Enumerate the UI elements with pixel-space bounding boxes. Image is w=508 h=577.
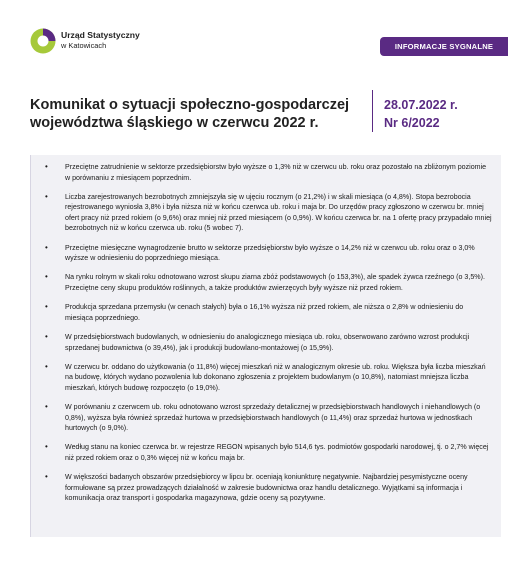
list-item: [31, 272, 493, 293]
list-item-text: W większości badanych obszarów przedsiębiorcy w lipcu br. oceniają koniunkturę negatywnie. Najbardziej pesymistyczne oceny formułowane są przez prowadzących działalność w zakresie budownictwa oraz handlu detalicznego. Wyjątkami są informacja i komunikacja oraz transport i gospodarka magazynowa, gdzie oceny są pozytywne.: [65, 473, 468, 503]
list-item-text: Na rynku rolnym w skali roku odnotowano wzrost skupu ziarna zbóż podstawowych (o 153,3%), ale spadek żywca rzeźnego (o 3,5%). Przeciętne ceny skupu produktów roślinnych, a także produktów zwierzęcych były wyższe niż przed rokiem.: [65, 273, 485, 292]
release-number: Nr 6/2022: [384, 116, 440, 130]
summary-list: [31, 155, 501, 504]
bullet-icon: •: [45, 442, 48, 452]
logo: [30, 28, 160, 62]
org-name-line2: w Katowicach: [61, 40, 107, 50]
list-item: [31, 332, 493, 353]
list-item: [31, 243, 493, 264]
bullet-icon: •: [45, 162, 48, 171]
bullet-icon: •: [45, 302, 48, 312]
list-item: [31, 302, 493, 323]
list-item-text: W czerwcu br. oddano do użytkowania (o 11,8%) więcej mieszkań niż w analogicznym okresie ub. roku. Większa była liczba mieszkań na budowę, których wydano pozwolenia lub dokonano zgłoszenia z projektem budowlanym (o 10,8%), natomiast mniejsza liczba mieszkań, których budowę rozpoczęto (o 19,0%).: [65, 362, 486, 392]
bullet-icon: •: [45, 472, 48, 482]
bullet-icon: •: [45, 272, 48, 282]
list-item-text: Według stanu na koniec czerwca br. w rejestrze REGON wpisanych było 514,6 tys. podmiotów gospodarki narodowej, tj. o 2,7% więcej niż przed rokiem oraz o 0,3% więcej niż w końcu maja br.: [65, 443, 489, 462]
bullet-icon: •: [45, 332, 48, 341]
list-item-text: Produkcja sprzedana przemysłu (w cenach stałych) była o 16,1% wyższa niż przed rokiem, ale niższa o 2,8% w odniesieniu do miesiąca poprzedniego.: [65, 303, 464, 322]
list-item: [31, 402, 493, 434]
list-item-text: W przedsiębiorstwach budowlanych, w odniesieniu do analogicznego miesiąca ub. roku, obserwowano zarówno wzrost produkcji sprzedanej budownictwa (o 39,4%), jak i produkcji budowlano-montażowej (o 15,9%).: [65, 333, 470, 352]
bullet-icon: •: [45, 242, 48, 252]
summary-box: [30, 155, 501, 537]
publication-type-badge: INFORMACJE SYGNALNE: [380, 37, 508, 56]
title-line1: Komunikat o sytuacji społeczno-gospodarczej: [30, 97, 350, 113]
divider: [372, 90, 373, 132]
title-line2: województwa śląskiego w czerwcu 2022 r.: [30, 115, 319, 131]
list-item: [31, 192, 493, 234]
org-name-line1: Urząd Statystyczny: [61, 30, 140, 40]
list-item-text: W porównaniu z czerwcem ub. roku odnotowano wzrost sprzedaży detalicznej w przedsiębiorstwach handlowych i niehandlowych (o 0,8%), wyższa była również sprzedaż hurtowa w przedsiębiorstwach handlowych (o 11,4%) oraz sprzedaż hurtowa w jednostkach hurtowych (o 9,0%).: [65, 403, 481, 433]
bullet-icon: •: [45, 191, 48, 201]
list-item-text: Przeciętne zatrudnienie w sektorze przedsiębiorstw było wyższe o 1,3% niż w czerwcu ub. roku oraz pozostało na zbliżonym poziomie w porównaniu z miesiącem poprzednim.: [65, 163, 487, 182]
bullet-icon: •: [45, 361, 48, 371]
bullet-icon: •: [45, 402, 48, 412]
release-date: 28.07.2022 r.: [384, 98, 458, 112]
list-item: [31, 162, 493, 183]
list-item: [31, 472, 493, 504]
logo-icon: [30, 28, 56, 54]
list-item: [31, 442, 493, 463]
list-item-text: Liczba zarejestrowanych bezrobotnych zmniejszyła się w ujęciu rocznym (o 21,2%) i w skali miesiąca (o 4,8%). Stopa bezrobocia rejestrowanego wyniosła 3,8% i była niższa niż w końcu czerwca ub. roku i maja br. Do urzędów pracy zgłoszono w czerwcu br. mniej ofert pracy niż przed rokiem (o 9,6%) oraz mniej niż przed miesiącem (o 0,9%). W końcu czerwca br. na 1 ofertę pracy przypadało mniej bezrobotnych niż w końcu czerwca ub. roku (5 wobec 7).: [65, 192, 492, 233]
page-title: [30, 96, 350, 132]
list-item: [31, 362, 493, 394]
org-name: [61, 31, 140, 50]
release-info: [384, 96, 458, 132]
list-item-text: Przeciętne miesięczne wynagrodzenie brutto w sektorze przedsiębiorstw było wyższe o 14,2% niż w czerwcu ub. roku oraz o 3,0% wyższe w odniesieniu do poprzedniego miesiąca.: [65, 243, 475, 263]
